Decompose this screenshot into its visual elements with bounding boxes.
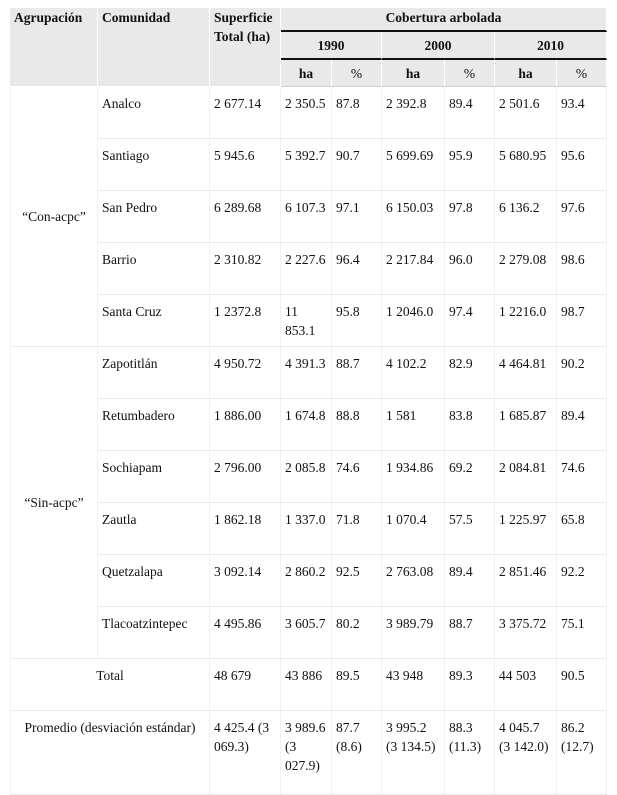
header-unit-pct: % bbox=[445, 60, 495, 87]
cell-superficie: 4 495.86 bbox=[210, 607, 281, 659]
table-row bbox=[10, 451, 607, 503]
cell-comunidad: Quetzalapa bbox=[98, 555, 210, 607]
cell-pct-2010: 92.2 bbox=[557, 555, 607, 607]
cell-pct-2000: 89.4 bbox=[445, 87, 495, 139]
cell-ha-1990: 5 392.7 bbox=[281, 139, 332, 191]
cell-ha-1990: 2 227.6 bbox=[281, 243, 332, 295]
header-year-1990: 1990 bbox=[281, 32, 382, 60]
cell-pct-1990: 74.6 bbox=[332, 451, 382, 503]
cell-superficie: 4 950.72 bbox=[210, 347, 281, 399]
cell-pct-2010: 98.6 bbox=[557, 243, 607, 295]
cell-superficie: 2 677.14 bbox=[210, 87, 281, 139]
table-row bbox=[10, 503, 607, 555]
cell-pct-2010: 89.4 bbox=[557, 399, 607, 451]
cell-ha-2010: 2 851.46 bbox=[495, 555, 557, 607]
cell-superficie: 1 862.18 bbox=[210, 503, 281, 555]
cell-ha-2000: 1 581 bbox=[382, 399, 445, 451]
cell-ha-2000: 5 699.69 bbox=[382, 139, 445, 191]
cell-superficie: 2 796.00 bbox=[210, 451, 281, 503]
total-pct-1990: 89.5 bbox=[332, 659, 382, 711]
cell-ha-2010: 1 2216.0 bbox=[495, 295, 557, 347]
average-label: Promedio (desviación estándar) bbox=[10, 711, 210, 795]
group-label-sin-acpc: “Sin-acpc” bbox=[10, 347, 98, 659]
average-superficie: 4 425.4 (3 069.3) bbox=[210, 711, 281, 795]
cell-ha-2010: 1 225.97 bbox=[495, 503, 557, 555]
cell-ha-2010: 4 464.81 bbox=[495, 347, 557, 399]
header-year-2010: 2010 bbox=[495, 32, 607, 60]
header-unit-pct: % bbox=[557, 60, 607, 87]
header-unit-pct: % bbox=[332, 60, 382, 87]
cell-ha-1990: 11 853.1 bbox=[281, 295, 332, 347]
cell-ha-2010: 6 136.2 bbox=[495, 191, 557, 243]
cell-ha-1990: 2 860.2 bbox=[281, 555, 332, 607]
cell-pct-2000: 83.8 bbox=[445, 399, 495, 451]
cell-ha-2000: 1 070.4 bbox=[382, 503, 445, 555]
total-pct-2000: 89.3 bbox=[445, 659, 495, 711]
cell-ha-2010: 2 501.6 bbox=[495, 87, 557, 139]
table-row bbox=[10, 87, 607, 139]
cell-pct-2010: 97.6 bbox=[557, 191, 607, 243]
cell-pct-2000: 82.9 bbox=[445, 347, 495, 399]
cell-pct-1990: 80.2 bbox=[332, 607, 382, 659]
cell-pct-2010: 95.6 bbox=[557, 139, 607, 191]
cell-ha-2000: 1 934.86 bbox=[382, 451, 445, 503]
table-row bbox=[10, 243, 607, 295]
cell-ha-1990: 6 107.3 bbox=[281, 191, 332, 243]
cell-ha-2010: 2 279.08 bbox=[495, 243, 557, 295]
cell-pct-2010: 75.1 bbox=[557, 607, 607, 659]
cell-ha-2000: 6 150.03 bbox=[382, 191, 445, 243]
cell-pct-1990: 96.4 bbox=[332, 243, 382, 295]
average-pct-2000: 88.3 (11.3) bbox=[445, 711, 495, 795]
cell-superficie: 1 886.00 bbox=[210, 399, 281, 451]
cell-superficie: 2 310.82 bbox=[210, 243, 281, 295]
cell-pct-2000: 95.9 bbox=[445, 139, 495, 191]
cell-pct-2000: 97.8 bbox=[445, 191, 495, 243]
header-agrupacion: Agrupación bbox=[10, 8, 98, 87]
cell-pct-1990: 88.7 bbox=[332, 347, 382, 399]
average-pct-2010: 86.2 (12.7) bbox=[557, 711, 607, 795]
cell-comunidad: San Pedro bbox=[98, 191, 210, 243]
total-pct-2010: 90.5 bbox=[557, 659, 607, 711]
cell-ha-1990: 2 350.5 bbox=[281, 87, 332, 139]
cell-ha-2000: 2 217.84 bbox=[382, 243, 445, 295]
cell-pct-2000: 88.7 bbox=[445, 607, 495, 659]
average-ha-2000: 3 995.2 (3 134.5) bbox=[382, 711, 445, 795]
cell-ha-2000: 2 392.8 bbox=[382, 87, 445, 139]
cell-ha-2000: 4 102.2 bbox=[382, 347, 445, 399]
cell-ha-2000: 1 2046.0 bbox=[382, 295, 445, 347]
cell-pct-2010: 98.7 bbox=[557, 295, 607, 347]
cell-superficie: 6 289.68 bbox=[210, 191, 281, 243]
table-row bbox=[10, 347, 607, 399]
cell-pct-1990: 97.1 bbox=[332, 191, 382, 243]
cell-pct-1990: 71.8 bbox=[332, 503, 382, 555]
cell-ha-2000: 3 989.79 bbox=[382, 607, 445, 659]
cell-comunidad: Tlacoatzintepec bbox=[98, 607, 210, 659]
cell-comunidad: Analco bbox=[98, 87, 210, 139]
cell-ha-2010: 3 375.72 bbox=[495, 607, 557, 659]
total-superficie: 48 679 bbox=[210, 659, 281, 711]
cell-ha-1990: 4 391.3 bbox=[281, 347, 332, 399]
forest-cover-table bbox=[10, 8, 607, 795]
total-ha-2010: 44 503 bbox=[495, 659, 557, 711]
cell-superficie: 1 2372.8 bbox=[210, 295, 281, 347]
cell-pct-2010: 74.6 bbox=[557, 451, 607, 503]
header-cobertura: Cobertura arbolada bbox=[281, 8, 607, 32]
cell-ha-1990: 3 605.7 bbox=[281, 607, 332, 659]
cell-pct-1990: 95.8 bbox=[332, 295, 382, 347]
cell-ha-1990: 2 085.8 bbox=[281, 451, 332, 503]
group-label-con-acpc: “Con-acpc” bbox=[10, 87, 98, 347]
cell-pct-2010: 65.8 bbox=[557, 503, 607, 555]
table-row bbox=[10, 191, 607, 243]
table-row bbox=[10, 295, 607, 347]
cell-pct-1990: 87.8 bbox=[332, 87, 382, 139]
cell-superficie: 5 945.6 bbox=[210, 139, 281, 191]
cell-comunidad: Sochiapam bbox=[98, 451, 210, 503]
header-unit-ha: ha bbox=[495, 60, 557, 87]
cell-ha-2010: 5 680.95 bbox=[495, 139, 557, 191]
table-row bbox=[10, 399, 607, 451]
table-header bbox=[10, 8, 607, 87]
header-unit-ha: ha bbox=[281, 60, 332, 87]
table-row bbox=[10, 607, 607, 659]
total-ha-1990: 43 886 bbox=[281, 659, 332, 711]
cell-comunidad: Zautla bbox=[98, 503, 210, 555]
cell-comunidad: Barrio bbox=[98, 243, 210, 295]
cell-pct-2000: 69.2 bbox=[445, 451, 495, 503]
header-comunidad: Comunidad bbox=[98, 8, 210, 87]
cell-pct-1990: 88.8 bbox=[332, 399, 382, 451]
cell-superficie: 3 092.14 bbox=[210, 555, 281, 607]
cell-pct-2000: 97.4 bbox=[445, 295, 495, 347]
cell-ha-2010: 1 685.87 bbox=[495, 399, 557, 451]
cell-ha-1990: 1 674.8 bbox=[281, 399, 332, 451]
cell-ha-2000: 2 763.08 bbox=[382, 555, 445, 607]
cell-pct-1990: 90.7 bbox=[332, 139, 382, 191]
header-unit-ha: ha bbox=[382, 60, 445, 87]
total-row bbox=[10, 659, 607, 711]
average-ha-2010: 4 045.7 (3 142.0) bbox=[495, 711, 557, 795]
table-row bbox=[10, 555, 607, 607]
cell-comunidad: Santiago bbox=[98, 139, 210, 191]
header-superficie: Superficie Total (ha) bbox=[210, 8, 281, 87]
total-ha-2000: 43 948 bbox=[382, 659, 445, 711]
header-year-2000: 2000 bbox=[382, 32, 495, 60]
total-label: Total bbox=[10, 659, 210, 711]
table-body bbox=[10, 87, 607, 795]
table-row bbox=[10, 139, 607, 191]
cell-pct-1990: 92.5 bbox=[332, 555, 382, 607]
cell-comunidad: Santa Cruz bbox=[98, 295, 210, 347]
cell-ha-2010: 2 084.81 bbox=[495, 451, 557, 503]
average-pct-1990: 87.7 (8.6) bbox=[332, 711, 382, 795]
average-row bbox=[10, 711, 607, 795]
cell-pct-2010: 93.4 bbox=[557, 87, 607, 139]
cell-pct-2000: 57.5 bbox=[445, 503, 495, 555]
cell-pct-2010: 90.2 bbox=[557, 347, 607, 399]
cell-comunidad: Retumbadero bbox=[98, 399, 210, 451]
average-ha-1990: 3 989.6 (3 027.9) bbox=[281, 711, 332, 795]
cell-pct-2000: 89.4 bbox=[445, 555, 495, 607]
cell-comunidad: Zapotitlán bbox=[98, 347, 210, 399]
cell-pct-2000: 96.0 bbox=[445, 243, 495, 295]
forest-cover-table-container bbox=[10, 8, 607, 795]
cell-ha-1990: 1 337.0 bbox=[281, 503, 332, 555]
